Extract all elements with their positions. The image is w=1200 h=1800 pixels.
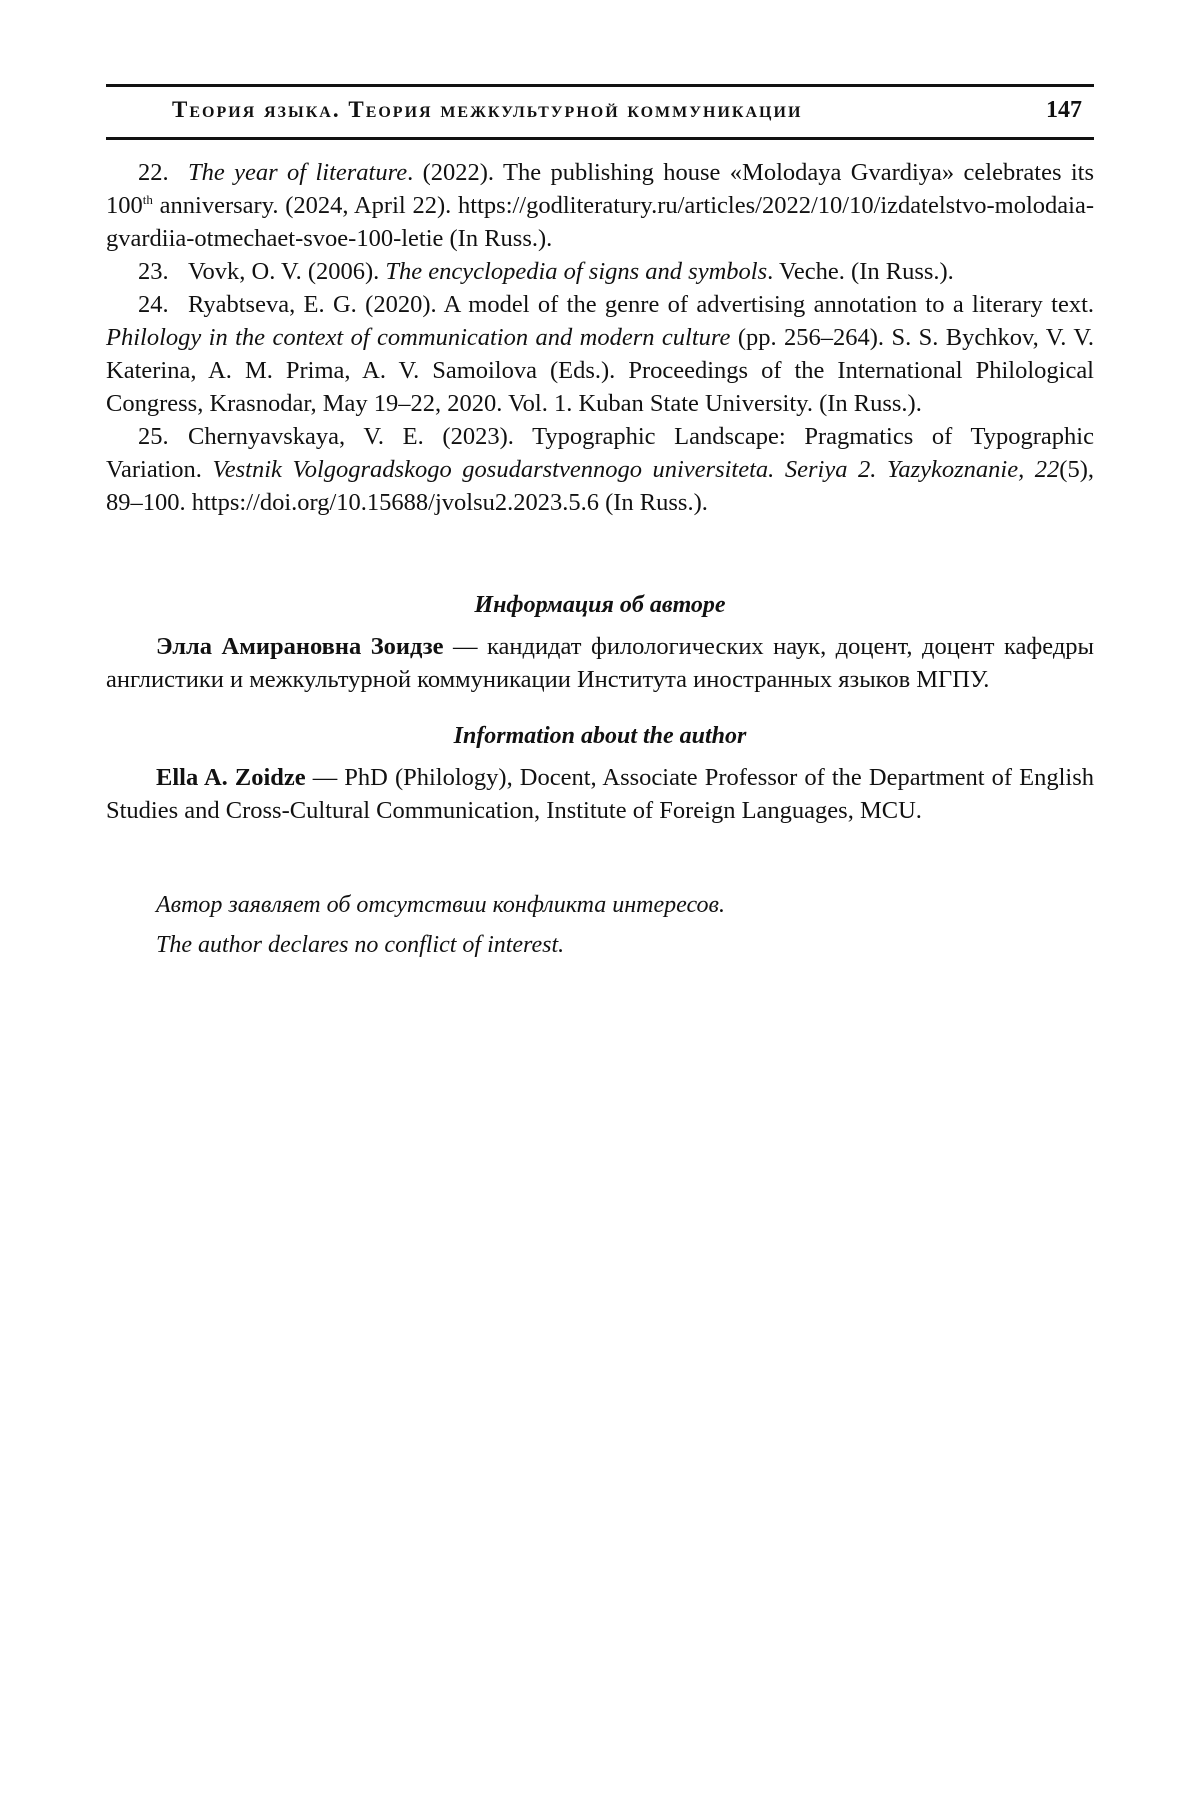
reference-title: The year of literature bbox=[188, 159, 407, 186]
author-info-en-heading: Information about the author bbox=[106, 720, 1094, 753]
reference-text: (pp. 256–264). S. S. Bychkov, V. V. Katerina, A. M. Prima, A. V. Samoilova (Eds.). Proceedings of the International Philological Congress, Krasnodar, May 19–22, 2020. Vol. 1. Kuban State University. (In Russ.). bbox=[106, 324, 1094, 417]
reference-text: (5), 89–100. https://doi.org/10.15688/jvolsu2.2023.5.6 (In Russ.). bbox=[106, 456, 1094, 516]
reference-text-cont: anniversary. (2024, April 22). https://godliteratury.ru/articles/2022/10/10/izdatelstvo-molodaia-gvardiia-otmechaet-svoe-100-letie (In Russ.). bbox=[106, 192, 1094, 252]
author-name-en: Ella A. Zoidze bbox=[156, 764, 306, 791]
reference-author: Ryabtseva, E. G. (2020). A model of the genre of advertising annotation to a literary text. bbox=[188, 291, 1094, 318]
running-title: Теория языка. Теория межкультурной коммуникации bbox=[172, 97, 802, 123]
reference-number: 22. bbox=[138, 156, 188, 189]
author-bio-en-text: — PhD (Philology), Docent, Associate Professor of the Department of English Studies and Cross-Cultural Communication, Institute of Foreign Languages, MCU. bbox=[106, 764, 1094, 824]
reference-title: Philology in the context of communication and modern culture bbox=[106, 324, 730, 351]
reference-title: Vestnik Volgogradskogo gosudarstvennogo universiteta. Seriya 2. Yazykoznanie, 22 bbox=[213, 456, 1060, 483]
reference-text: . Veche. (In Russ.). bbox=[767, 258, 954, 285]
author-bio-en bbox=[106, 761, 1094, 827]
reference-item-23 bbox=[106, 255, 1094, 288]
conflict-statement-ru: Автор заявляет об отсутствии конфликта интересов. bbox=[106, 885, 1094, 925]
conflict-statement-en: The author declares no conflict of interest. bbox=[106, 925, 1094, 965]
reference-item-24 bbox=[106, 288, 1094, 420]
author-info-en bbox=[106, 720, 1094, 827]
reference-number: 23. bbox=[138, 255, 188, 288]
author-name-ru: Элла Амирановна Зоидзе bbox=[156, 633, 443, 660]
page-number: 147 bbox=[1046, 97, 1082, 124]
conflict-statement bbox=[106, 885, 1094, 965]
reference-number: 24. bbox=[138, 288, 188, 321]
reference-author: Vovk, O. V. (2006). bbox=[188, 258, 385, 285]
author-info-ru-heading: Информация об авторе bbox=[106, 589, 1094, 622]
page bbox=[106, 84, 1094, 965]
author-bio-ru bbox=[106, 630, 1094, 696]
running-header bbox=[106, 84, 1094, 140]
superscript: th bbox=[143, 192, 153, 207]
reference-item-25 bbox=[106, 420, 1094, 519]
reference-item-22 bbox=[106, 156, 1094, 255]
reference-list bbox=[106, 156, 1094, 519]
author-bio-ru-text: — кандидат филологических наук, доцент, доцент кафедры англистики и межкультурной коммуникации Института иностранных языков МГПУ. bbox=[106, 633, 1094, 693]
reference-title: The encyclopedia of signs and symbols bbox=[385, 258, 767, 285]
reference-author: Chernyavskaya, V. E. (2023). Typographic Landscape: Pragmatics of Typographic Variation. bbox=[106, 423, 1094, 483]
author-info-ru bbox=[106, 589, 1094, 696]
reference-number: 25. bbox=[138, 420, 188, 453]
reference-text: . (2022). The publishing house «Molodaya Gvardiya» celebrates its 100 bbox=[106, 159, 1094, 219]
